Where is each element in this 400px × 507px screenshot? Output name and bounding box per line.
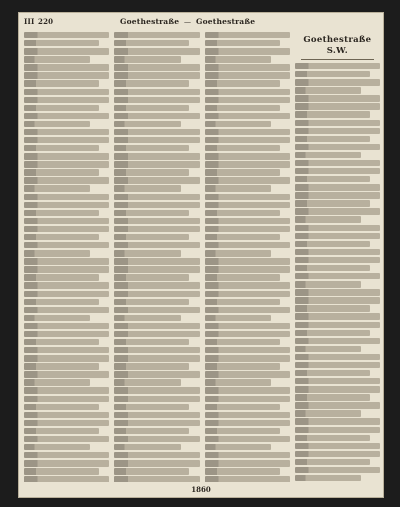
directory-entry-placeholder bbox=[24, 40, 99, 46]
directory-entry-placeholder bbox=[114, 396, 199, 402]
directory-entry-placeholder bbox=[205, 452, 290, 458]
directory-entry-placeholder bbox=[205, 371, 290, 377]
directory-entry-placeholder bbox=[295, 362, 380, 368]
directory-entry-placeholder bbox=[295, 144, 380, 150]
directory-entry-placeholder bbox=[24, 234, 99, 240]
directory-entry-placeholder bbox=[295, 168, 380, 174]
directory-entry-placeholder bbox=[114, 274, 189, 280]
directory-entry-placeholder bbox=[295, 451, 380, 457]
directory-entry-placeholder bbox=[295, 128, 380, 134]
directory-entry-placeholder bbox=[24, 129, 109, 135]
directory-entry-placeholder bbox=[295, 192, 380, 198]
directory-entry-placeholder bbox=[295, 63, 380, 69]
directory-entry-placeholder bbox=[205, 428, 280, 434]
directory-entry-placeholder bbox=[205, 234, 280, 240]
directory-entry-placeholder bbox=[295, 111, 370, 117]
directory-entry-placeholder bbox=[205, 145, 280, 151]
directory-entry-placeholder bbox=[114, 387, 199, 393]
directory-entry-placeholder bbox=[295, 354, 380, 360]
directory-entry-placeholder bbox=[205, 113, 290, 119]
directory-entry-placeholder bbox=[205, 137, 290, 143]
directory-entry-placeholder bbox=[114, 218, 199, 224]
directory-entry-placeholder bbox=[295, 257, 380, 263]
directory-entry-placeholder bbox=[114, 299, 189, 305]
directory-entry-placeholder bbox=[295, 95, 380, 101]
directory-entry-placeholder bbox=[295, 330, 370, 336]
directory-entry-placeholder bbox=[114, 363, 189, 369]
directory-entry-placeholder bbox=[114, 412, 199, 418]
directory-entry-placeholder bbox=[205, 258, 290, 264]
directory-entry-placeholder bbox=[205, 436, 290, 442]
directory-entry-placeholder bbox=[24, 355, 109, 361]
directory-entry-placeholder bbox=[295, 322, 380, 328]
directory-entry-placeholder bbox=[114, 331, 199, 337]
running-head-dash: — bbox=[184, 18, 192, 26]
directory-entry-placeholder bbox=[295, 427, 380, 433]
directory-entry-placeholder bbox=[295, 386, 380, 392]
directory-entry-placeholder bbox=[295, 402, 380, 408]
column-1 bbox=[24, 32, 109, 482]
directory-entry-placeholder bbox=[205, 339, 280, 345]
directory-entry-placeholder bbox=[295, 418, 380, 424]
directory-entry-placeholder bbox=[295, 225, 380, 231]
directory-entry-placeholder bbox=[24, 412, 109, 418]
directory-entry-placeholder bbox=[114, 72, 199, 78]
directory-entry-placeholder bbox=[205, 396, 290, 402]
directory-entry-placeholder bbox=[205, 97, 290, 103]
directory-entry-placeholder bbox=[205, 282, 290, 288]
directory-entry-placeholder bbox=[205, 379, 271, 385]
directory-entry-placeholder bbox=[295, 313, 380, 319]
directory-entry-placeholder bbox=[295, 120, 380, 126]
directory-entry-placeholder bbox=[295, 152, 361, 158]
directory-entry-placeholder bbox=[205, 161, 290, 167]
directory-entry-placeholder bbox=[114, 307, 199, 313]
directory-entry-placeholder bbox=[114, 161, 199, 167]
directory-entry-placeholder bbox=[24, 299, 99, 305]
directory-entry-placeholder bbox=[205, 72, 290, 78]
directory-entry-placeholder bbox=[114, 404, 189, 410]
directory-entry-placeholder bbox=[24, 282, 109, 288]
directory-entry-placeholder bbox=[114, 113, 199, 119]
directory-entry-placeholder bbox=[295, 289, 380, 295]
directory-entry-placeholder bbox=[205, 121, 271, 127]
directory-entry-placeholder bbox=[205, 129, 290, 135]
directory-entry-placeholder bbox=[205, 194, 290, 200]
directory-entry-placeholder bbox=[24, 291, 109, 297]
directory-entry-placeholder bbox=[205, 169, 280, 175]
directory-entry-placeholder bbox=[114, 428, 189, 434]
directory-entry-placeholder bbox=[24, 72, 109, 78]
directory-entry-placeholder bbox=[114, 291, 199, 297]
directory-entry-placeholder bbox=[24, 194, 109, 200]
directory-entry-placeholder bbox=[114, 169, 189, 175]
directory-entry-placeholder bbox=[114, 89, 199, 95]
directory-entry-placeholder bbox=[205, 32, 290, 38]
directory-entry-placeholder bbox=[24, 145, 99, 151]
directory-entry-placeholder bbox=[114, 282, 199, 288]
directory-entry-placeholder bbox=[114, 323, 199, 329]
directory-entry-placeholder bbox=[24, 210, 99, 216]
directory-entry-placeholder bbox=[114, 452, 199, 458]
directory-entry-placeholder bbox=[24, 331, 109, 337]
directory-entry-placeholder bbox=[114, 185, 180, 191]
directory-entry-placeholder bbox=[205, 218, 290, 224]
directory-entry-placeholder bbox=[205, 266, 290, 272]
directory-entry-placeholder bbox=[114, 315, 180, 321]
directory-entry-placeholder bbox=[114, 242, 199, 248]
directory-entry-placeholder bbox=[24, 218, 109, 224]
directory-entry-placeholder bbox=[205, 476, 290, 482]
directory-entry-placeholder bbox=[205, 48, 290, 54]
directory-entry-placeholder bbox=[24, 105, 99, 111]
directory-entry-placeholder bbox=[24, 476, 109, 482]
directory-entry-placeholder bbox=[24, 48, 109, 54]
heading-rule bbox=[301, 59, 374, 60]
directory-entry-placeholder bbox=[24, 379, 90, 385]
directory-entry-placeholder bbox=[24, 56, 90, 62]
directory-entry-placeholder bbox=[114, 48, 199, 54]
directory-entry-placeholder bbox=[295, 184, 380, 190]
column-2 bbox=[114, 32, 199, 482]
directory-entry-placeholder bbox=[24, 137, 109, 143]
directory-entry-placeholder bbox=[205, 347, 290, 353]
directory-entry-placeholder bbox=[24, 258, 109, 264]
directory-entry-placeholder bbox=[114, 153, 199, 159]
directory-entry-placeholder bbox=[295, 273, 380, 279]
directory-entry-placeholder bbox=[24, 169, 99, 175]
directory-entry-placeholder bbox=[205, 363, 280, 369]
column-3 bbox=[205, 32, 290, 482]
directory-entry-placeholder bbox=[24, 307, 109, 313]
directory-entry-placeholder bbox=[205, 315, 271, 321]
directory-entry-placeholder bbox=[114, 64, 199, 70]
running-head-left-title: Goethestraße bbox=[120, 17, 180, 26]
directory-entry-placeholder bbox=[114, 129, 199, 135]
directory-entry-placeholder bbox=[24, 387, 109, 393]
directory-entry-placeholder bbox=[205, 468, 280, 474]
section-number: III bbox=[24, 17, 35, 26]
directory-entry-placeholder bbox=[205, 299, 280, 305]
directory-entry-placeholder bbox=[114, 266, 199, 272]
directory-entry-placeholder bbox=[24, 177, 109, 183]
directory-entry-placeholder bbox=[24, 80, 99, 86]
directory-entry-placeholder bbox=[295, 176, 370, 182]
directory-entry-placeholder bbox=[205, 56, 271, 62]
directory-entry-placeholder bbox=[205, 242, 290, 248]
directory-entry-placeholder bbox=[114, 420, 199, 426]
directory-entry-placeholder bbox=[205, 307, 290, 313]
directory-entry-placeholder bbox=[295, 475, 361, 481]
directory-entry-placeholder bbox=[205, 387, 290, 393]
directory-entry-placeholder bbox=[114, 339, 189, 345]
directory-entry-placeholder bbox=[24, 97, 109, 103]
directory-entry-placeholder bbox=[295, 265, 370, 271]
directory-entry-placeholder bbox=[205, 291, 290, 297]
directory-entry-placeholder bbox=[114, 258, 199, 264]
directory-entry-placeholder bbox=[24, 468, 99, 474]
directory-entry-placeholder bbox=[295, 443, 380, 449]
directory-entry-placeholder bbox=[24, 226, 109, 232]
directory-entry-placeholder bbox=[205, 355, 290, 361]
directory-entry-placeholder bbox=[295, 79, 380, 85]
directory-entry-placeholder bbox=[24, 452, 109, 458]
directory-entry-placeholder bbox=[114, 444, 180, 450]
directory-entry-placeholder bbox=[205, 40, 280, 46]
directory-entry-placeholder bbox=[114, 137, 199, 143]
directory-entry-placeholder bbox=[24, 64, 109, 70]
directory-entry-placeholder bbox=[114, 40, 189, 46]
directory-entry-placeholder bbox=[205, 331, 290, 337]
directory-entry-placeholder bbox=[114, 210, 189, 216]
directory-entry-placeholder bbox=[295, 394, 370, 400]
directory-entry-placeholder bbox=[114, 234, 189, 240]
directory-entry-placeholder bbox=[205, 444, 271, 450]
directory-entry-placeholder bbox=[114, 145, 189, 151]
directory-entry-placeholder bbox=[114, 476, 199, 482]
directory-page bbox=[18, 12, 384, 498]
directory-entry-placeholder bbox=[24, 396, 109, 402]
directory-entry-placeholder bbox=[24, 161, 109, 167]
directory-entry-placeholder bbox=[24, 113, 109, 119]
directory-entry-placeholder bbox=[24, 242, 109, 248]
directory-entry-placeholder bbox=[205, 226, 290, 232]
directory-entry-placeholder bbox=[295, 305, 370, 311]
directory-entry-placeholder bbox=[24, 444, 90, 450]
directory-entry-placeholder bbox=[24, 363, 99, 369]
directory-entry-placeholder bbox=[114, 97, 199, 103]
directory-entry-placeholder bbox=[24, 274, 99, 280]
directory-entry-placeholder bbox=[295, 241, 370, 247]
page-number: 220 bbox=[38, 17, 54, 26]
directory-entry-placeholder bbox=[295, 338, 380, 344]
directory-entry-placeholder bbox=[24, 89, 109, 95]
directory-entry-placeholder bbox=[295, 87, 361, 93]
directory-entry-placeholder bbox=[24, 315, 90, 321]
directory-entry-placeholder bbox=[295, 459, 370, 465]
directory-entry-placeholder bbox=[295, 378, 380, 384]
directory-entry-placeholder bbox=[205, 412, 290, 418]
directory-entry-placeholder bbox=[114, 105, 189, 111]
directory-entry-placeholder bbox=[295, 281, 361, 287]
directory-entry-placeholder bbox=[24, 266, 109, 272]
directory-entry-placeholder bbox=[114, 226, 199, 232]
directory-entry-placeholder bbox=[24, 420, 109, 426]
directory-entry-placeholder bbox=[205, 460, 290, 466]
directory-entry-placeholder bbox=[205, 153, 290, 159]
directory-entry-placeholder bbox=[24, 371, 109, 377]
directory-entry-placeholder bbox=[295, 249, 380, 255]
directory-entry-placeholder bbox=[24, 121, 90, 127]
directory-entry-placeholder bbox=[295, 200, 370, 206]
directory-entry-placeholder bbox=[114, 56, 180, 62]
directory-entry-placeholder bbox=[205, 89, 290, 95]
directory-entry-placeholder bbox=[114, 121, 180, 127]
directory-entry-placeholder bbox=[295, 103, 380, 109]
directory-entry-placeholder bbox=[295, 208, 380, 214]
directory-entry-placeholder bbox=[295, 435, 370, 441]
directory-entry-placeholder bbox=[114, 371, 199, 377]
directory-entry-placeholder bbox=[205, 80, 280, 86]
directory-entry-placeholder bbox=[205, 210, 280, 216]
directory-entry-placeholder bbox=[114, 460, 199, 466]
directory-entry-placeholder bbox=[24, 339, 99, 345]
directory-entry-placeholder bbox=[295, 233, 380, 239]
directory-entry-placeholder bbox=[114, 177, 199, 183]
directory-entry-placeholder bbox=[24, 202, 109, 208]
directory-entry-placeholder bbox=[24, 185, 90, 191]
directory-entry-placeholder bbox=[205, 250, 271, 256]
directory-entry-placeholder bbox=[205, 177, 290, 183]
directory-entry-placeholder bbox=[295, 136, 370, 142]
directory-entry-placeholder bbox=[114, 347, 199, 353]
directory-entry-placeholder bbox=[205, 105, 280, 111]
directory-entry-placeholder bbox=[205, 64, 290, 70]
directory-entry-placeholder bbox=[295, 370, 370, 376]
directory-entry-placeholder bbox=[114, 194, 199, 200]
running-head-right-title: Goethestraße bbox=[196, 17, 256, 26]
directory-entry-placeholder bbox=[295, 160, 380, 166]
directory-entry-placeholder bbox=[24, 436, 109, 442]
directory-entry-placeholder bbox=[24, 460, 109, 466]
directory-entry-placeholder bbox=[295, 467, 380, 473]
directory-entry-placeholder bbox=[205, 274, 280, 280]
page-footer: 1860 bbox=[191, 485, 211, 494]
running-head bbox=[24, 16, 378, 28]
directory-entry-placeholder bbox=[114, 202, 199, 208]
directory-entry-placeholder bbox=[114, 250, 180, 256]
directory-entry-placeholder bbox=[205, 185, 271, 191]
directory-entry-placeholder bbox=[24, 250, 90, 256]
directory-entry-placeholder bbox=[114, 355, 199, 361]
column-4 bbox=[295, 32, 380, 482]
directory-entry-placeholder bbox=[295, 297, 380, 303]
directory-entry-placeholder bbox=[295, 216, 361, 222]
directory-entry-placeholder bbox=[114, 436, 199, 442]
directory-entry-placeholder bbox=[114, 468, 189, 474]
directory-entry-placeholder bbox=[24, 323, 109, 329]
listing-columns bbox=[24, 32, 380, 482]
directory-entry-placeholder bbox=[205, 202, 290, 208]
directory-entry-placeholder bbox=[295, 346, 361, 352]
directory-entry-placeholder bbox=[205, 323, 290, 329]
directory-entry-placeholder bbox=[24, 404, 99, 410]
directory-entry-placeholder bbox=[205, 404, 280, 410]
street-section-heading: Goethestraße S.W. bbox=[303, 35, 372, 56]
directory-entry-placeholder bbox=[114, 80, 189, 86]
directory-entry-placeholder bbox=[205, 420, 290, 426]
directory-entry-placeholder bbox=[24, 347, 109, 353]
directory-entry-placeholder bbox=[24, 32, 109, 38]
directory-entry-placeholder bbox=[114, 379, 180, 385]
directory-entry-placeholder bbox=[295, 71, 370, 77]
directory-entry-placeholder bbox=[114, 32, 199, 38]
directory-entry-placeholder bbox=[295, 410, 361, 416]
directory-entry-placeholder bbox=[24, 428, 99, 434]
directory-entry-placeholder bbox=[24, 153, 109, 159]
